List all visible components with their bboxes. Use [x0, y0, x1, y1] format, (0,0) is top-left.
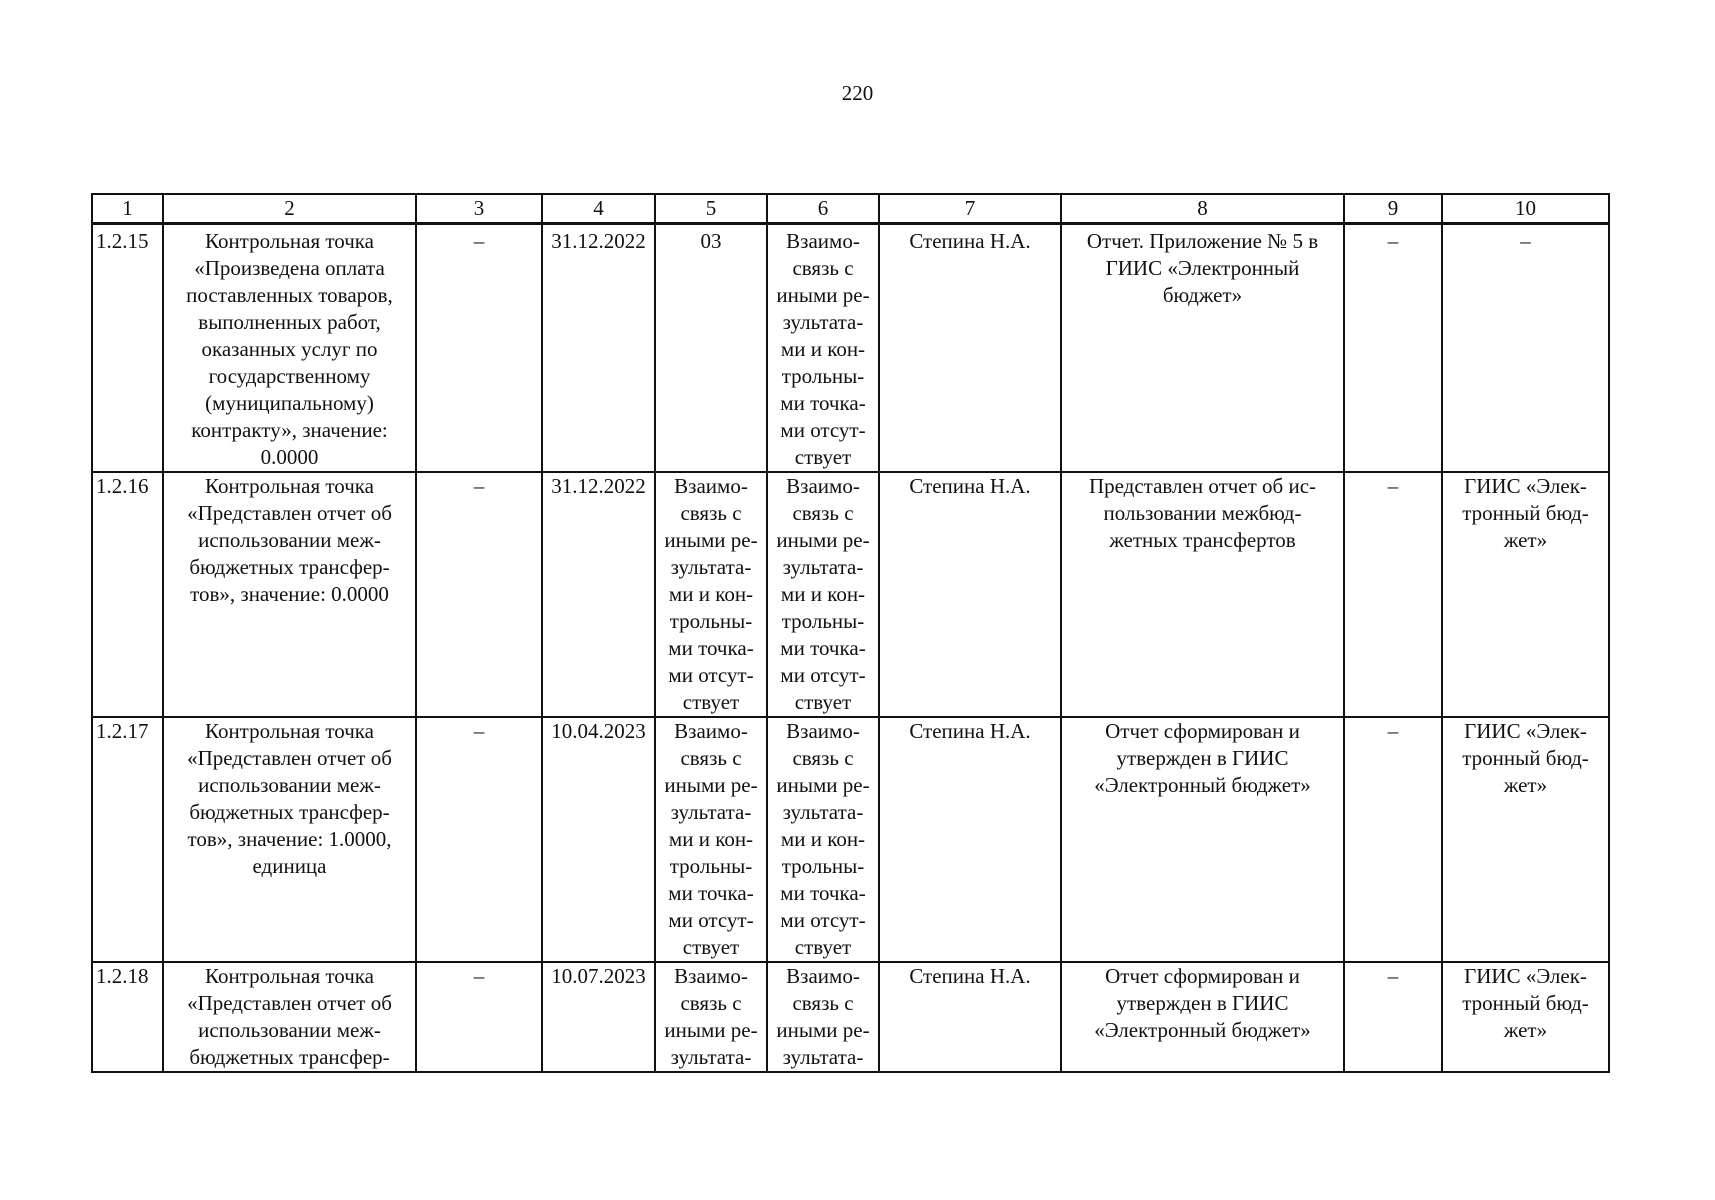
- date-cell: 10.07.2023: [542, 962, 655, 1072]
- row-number-cell: 1.2.15: [92, 224, 163, 473]
- date-cell: 31.12.2022: [542, 224, 655, 473]
- column-header-3: 3: [416, 194, 542, 224]
- col8-cell: Отчет. Приложение № 5 в ГИИС «Электронный бюджет»: [1061, 224, 1344, 473]
- column-header-7: 7: [879, 194, 1061, 224]
- col8-cell: Отчет сформирован и утвержден в ГИИС «Электронный бюджет»: [1061, 962, 1344, 1072]
- col6-cell: Взаимо- связь с иными ре- зультата- ми и кон- трольны- ми точка- ми отсут- ствует: [767, 717, 879, 962]
- responsible-cell: Степина Н.А.: [879, 472, 1061, 717]
- col10-cell: –: [1442, 224, 1609, 473]
- col3-cell: –: [416, 472, 542, 717]
- table-header-row: [92, 194, 1609, 224]
- control-points-table: [91, 193, 1610, 1073]
- description-cell: Контрольная точка «Представлен отчет об использовании меж- бюджетных трансфер-: [163, 962, 416, 1072]
- row-number-cell: 1.2.17: [92, 717, 163, 962]
- column-header-4: 4: [542, 194, 655, 224]
- col5-cell: 03: [655, 224, 767, 473]
- col9-cell: –: [1344, 962, 1442, 1072]
- description-cell: Контрольная точка «Произведена оплата поставленных товаров, выполненных работ, оказанных услуг по государственному (муниципальному) контракту», значение: 0.0000: [163, 224, 416, 473]
- description-cell: Контрольная точка «Представлен отчет об использовании меж- бюджетных трансфер- тов», значение: 0.0000: [163, 472, 416, 717]
- col9-cell: –: [1344, 717, 1442, 962]
- col10-cell: ГИИС «Элек- тронный бюд- жет»: [1442, 962, 1609, 1072]
- responsible-cell: Степина Н.А.: [879, 224, 1061, 473]
- date-cell: 31.12.2022: [542, 472, 655, 717]
- col10-cell: ГИИС «Элек- тронный бюд- жет»: [1442, 717, 1609, 962]
- col10-cell: ГИИС «Элек- тронный бюд- жет»: [1442, 472, 1609, 717]
- responsible-cell: Степина Н.А.: [879, 717, 1061, 962]
- column-header-5: 5: [655, 194, 767, 224]
- col3-cell: –: [416, 224, 542, 473]
- date-cell: 10.04.2023: [542, 717, 655, 962]
- column-header-1: 1: [92, 194, 163, 224]
- row-number-cell: 1.2.16: [92, 472, 163, 717]
- col5-cell: Взаимо- связь с иными ре- зультата- ми и кон- трольны- ми точка- ми отсут- ствует: [655, 472, 767, 717]
- description-cell: Контрольная точка «Представлен отчет об использовании меж- бюджетных трансфер- тов», значение: 1.0000, единица: [163, 717, 416, 962]
- table-row: [92, 224, 1609, 473]
- column-header-8: 8: [1061, 194, 1344, 224]
- row-number-cell: 1.2.18: [92, 962, 163, 1072]
- col6-cell: Взаимо- связь с иными ре- зультата- ми и кон- трольны- ми точка- ми отсут- ствует: [767, 472, 879, 717]
- col3-cell: –: [416, 717, 542, 962]
- table-row: [92, 717, 1609, 962]
- col6-cell: Взаимо- связь с иными ре- зультата- ми и кон- трольны- ми точка- ми отсут- ствует: [767, 224, 879, 473]
- col9-cell: –: [1344, 224, 1442, 473]
- col8-cell: Отчет сформирован и утвержден в ГИИС «Электронный бюджет»: [1061, 717, 1344, 962]
- col5-cell: Взаимо- связь с иными ре- зультата-: [655, 962, 767, 1072]
- page-number: 220: [841, 81, 874, 105]
- column-header-10: 10: [1442, 194, 1609, 224]
- col5-cell: Взаимо- связь с иными ре- зультата- ми и кон- трольны- ми точка- ми отсут- ствует: [655, 717, 767, 962]
- col6-cell: Взаимо- связь с иными ре- зультата-: [767, 962, 879, 1072]
- col9-cell: –: [1344, 472, 1442, 717]
- column-header-6: 6: [767, 194, 879, 224]
- table-row: [92, 962, 1609, 1072]
- table-row: [92, 472, 1609, 717]
- col3-cell: –: [416, 962, 542, 1072]
- responsible-cell: Степина Н.А.: [879, 962, 1061, 1072]
- column-header-9: 9: [1344, 194, 1442, 224]
- column-header-2: 2: [163, 194, 416, 224]
- col8-cell: Представлен отчет об ис- пользовании межбюд- жетных трансфертов: [1061, 472, 1344, 717]
